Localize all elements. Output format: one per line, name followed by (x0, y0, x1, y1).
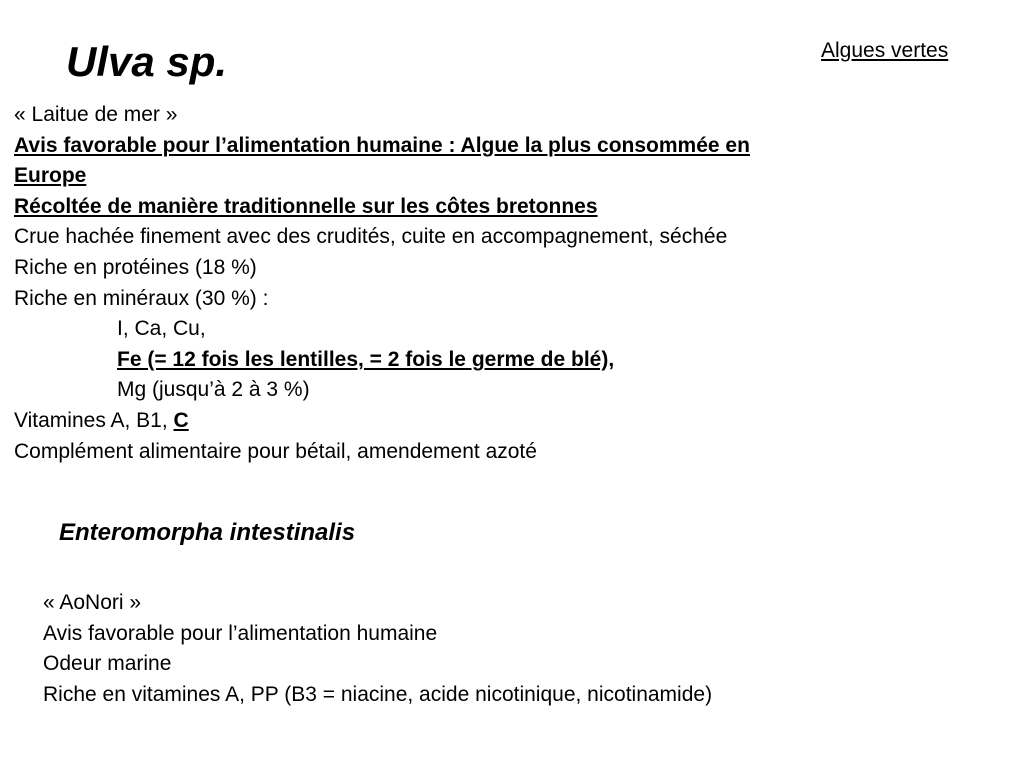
ulva-common-name: « Laitue de mer » (14, 103, 178, 126)
enteromorpha-title: Enteromorpha intestinalis (59, 519, 356, 546)
ulva-food-approval-line2: Europe (14, 164, 87, 188)
ulva-food-approval-line1: Avis favorable pour l’alimentation humaine : Algue la plus consommée en (14, 133, 750, 157)
ulva-vitamins-prefix: Vitamines A, B1, (14, 408, 174, 432)
ulva-vitamin-c: C (173, 408, 189, 432)
ulva-minerals-magnesium: Mg (jusqu’à 2 à 3 %) (117, 378, 310, 402)
ulva-livestock: Complément alimentaire pour bétail, amendement azoté (14, 439, 537, 463)
enteromorpha-vitamins: Riche en vitamines A, PP (B3 = niacine, acide nicotinique, nicotinamide) (43, 682, 713, 706)
enteromorpha-food-approval: Avis favorable pour l’alimentation humaine (43, 621, 438, 645)
enteromorpha-odor: Odeur marine (43, 652, 172, 676)
ulva-preparation: Crue hachée finement avec des crudités, cuite en accompagnement, séchée (14, 225, 728, 249)
ulva-description (14, 100, 750, 467)
ulva-proteins: Riche en protéines (18 %) (14, 255, 257, 279)
page-title: Ulva sp. (66, 38, 228, 85)
ulva-minerals-intro: Riche en minéraux (30 %) : (14, 286, 269, 310)
ulva-minerals-basic: I, Ca, Cu, (117, 317, 206, 341)
enteromorpha-description (43, 588, 712, 710)
ulva-vitamins (14, 406, 750, 437)
category-label: Algues vertes (821, 39, 949, 62)
ulva-minerals-iron: Fe (= 12 fois les lentilles, = 2 fois le germe de blé), (117, 347, 615, 371)
enteromorpha-common-name: « AoNori » (43, 591, 142, 614)
ulva-harvest: Récoltée de manière traditionnelle sur les côtes bretonnes (14, 194, 598, 218)
